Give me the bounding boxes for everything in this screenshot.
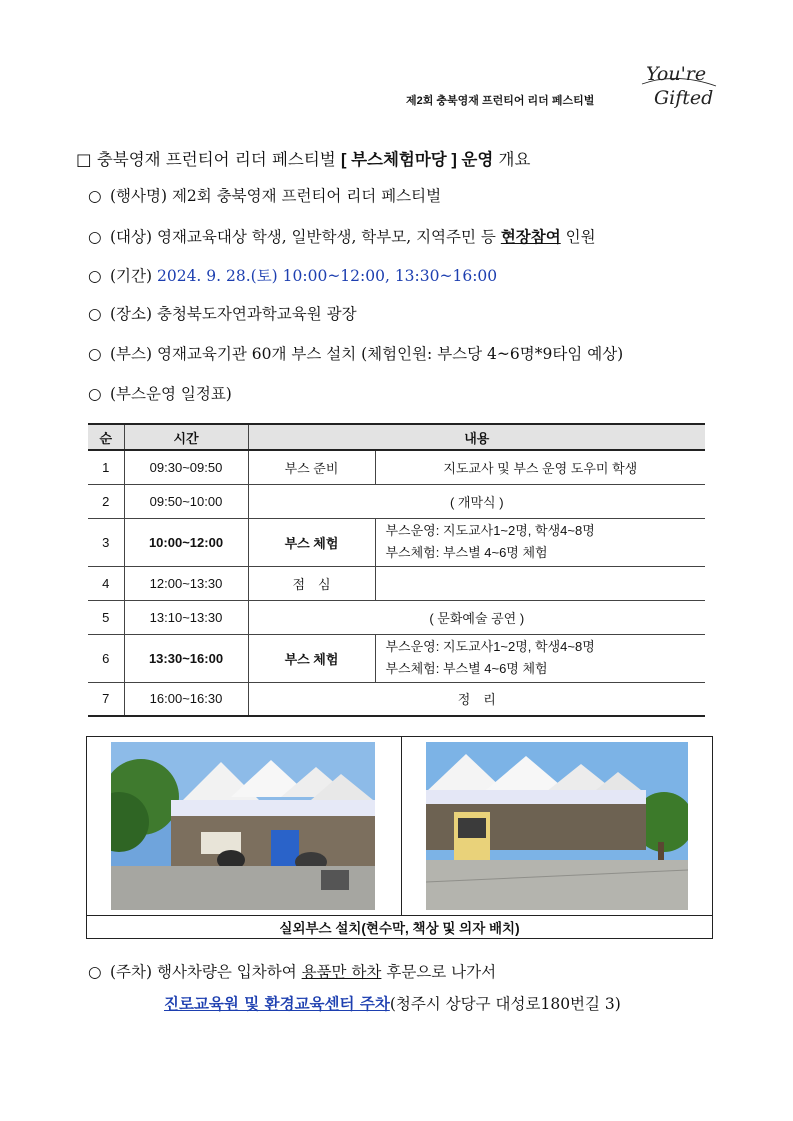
festival-logo <box>636 58 720 110</box>
bullet-target: ○ (대상) 영재교육대상 학생, 일반학생, 학부모, 지역주민 등 현장참여 인원 <box>88 227 596 246</box>
bullet-schedule: ○ (부스운영 일정표) <box>88 385 232 403</box>
bullet-parking: ○ (주차) 행사차량은 입차하여 용품만 하차 후문으로 나가서 <box>88 963 497 981</box>
table-row: 7 16:00~16:30 정 리 <box>88 682 705 716</box>
schedule-table <box>88 423 705 717</box>
svg-text:Gifted: Gifted <box>654 87 714 109</box>
photo-caption: 실외부스 설치(현수막, 책상 및 의자 배치) <box>279 921 520 936</box>
table-row: 2 09:50~10:00 ( 개막식 ) <box>88 484 705 518</box>
booth-photo-left <box>111 742 375 914</box>
bullet-booth: ○ (부스) 영재교육기관 60개 부스 설치 (체험인원: 부스당 4~6명*9타임 예상) <box>88 345 624 363</box>
caption-divider <box>87 915 712 916</box>
section-heading: □ 충북영재 프런티어 리더 페스티벌 [ 부스체험마당 ] 운영 개요 <box>76 150 531 169</box>
header-time: 시간 <box>124 424 248 450</box>
bullet-period: ○ (기간) 2024. 9. 28.(토) 10:00~12:00, 13:30~16:00 <box>88 267 498 285</box>
svg-text:You're: You're <box>646 63 707 85</box>
photo-panel <box>86 736 713 939</box>
parking-location: 진로교육원 및 환경교육센터 주차(청주시 상당구 대성로180번길 3) <box>164 994 621 1013</box>
header-content: 내용 <box>248 424 705 450</box>
document-header-title: 제2회 충북영재 프런티어 리더 페스티벌 <box>406 95 595 107</box>
bullet-event-name: ○ (행사명) 제2회 충북영재 프런티어 리더 페스티벌 <box>88 187 442 205</box>
table-row: 5 13:10~13:30 ( 문화예술 공연 ) <box>88 600 705 634</box>
bullet-place: ○ (장소) 충청북도자연과학교육원 광장 <box>88 305 357 323</box>
table-row: 6 13:30~16:00 부스 체험 부스운영: 지도교사1~2명, 학생4~8명 부스체험: 부스별 4~6명 체험 <box>88 634 705 682</box>
table-row: 4 12:00~13:30 점 심 <box>88 566 705 600</box>
table-row: 1 09:30~09:50 부스 준비 지도교사 및 부스 운영 도우미 학생 <box>88 450 705 484</box>
parking-location-link[interactable]: 진로교육원 및 환경교육센터 주차 <box>164 994 390 1013</box>
table-row: 3 10:00~12:00 부스 체험 부스운영: 지도교사1~2명, 학생4~8명 부스체험: 부스별 4~6명 체험 <box>88 518 705 566</box>
photo-divider <box>401 737 402 915</box>
booth-photo-right <box>426 742 688 914</box>
header-no: 순 <box>88 424 124 450</box>
table-header-row <box>88 424 705 450</box>
